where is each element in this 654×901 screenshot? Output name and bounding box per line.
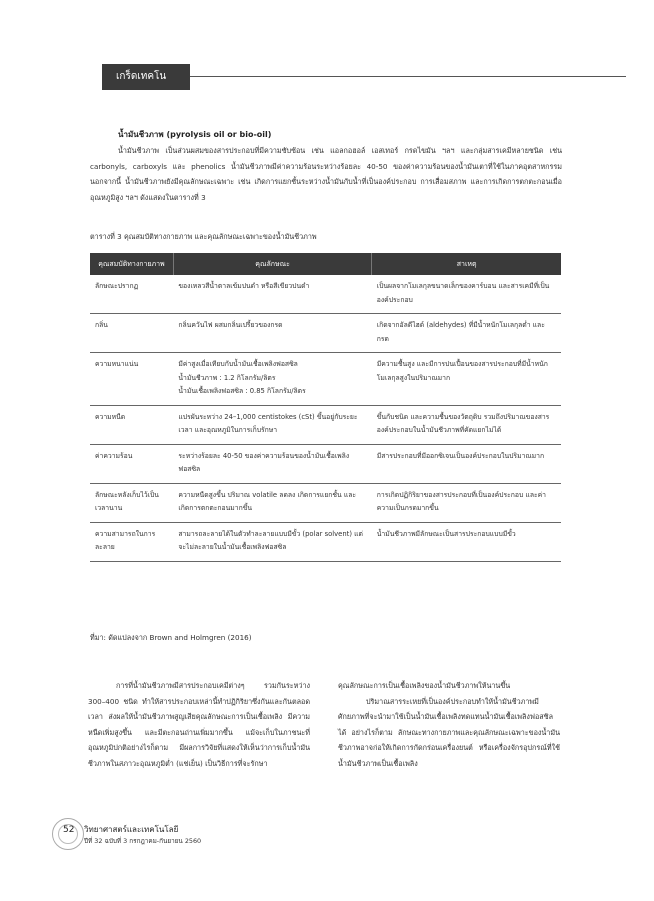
table-cell: ลักษณะปรากฏ xyxy=(90,275,173,314)
table-row xyxy=(90,275,561,314)
table-cell: ความหนืดสูงขึ้น ปริมาณ volatile ลดลง เกิดการแยกชั้น และเกิดการตกตะกอนมากขึ้น xyxy=(173,483,371,522)
section-tab-label: เกร็ดเทคโน xyxy=(116,71,167,82)
table-cell: สามารถละลายได้ในตัวทำละลายแบบมีขั้ว (polar solvent) แต่จะไม่ละลายในน้ำมันเชื้อเพลิงฟอสซิล xyxy=(173,522,371,561)
body-paragraph: ปริมาณสารระเหยที่เป็นองค์ประกอบทำให้น้ำมันชีวภาพมีศักยภาพที่จะนำมาใช้เป็นน้ำมันเชื้อเพลิงทดแทนน้ำมันเชื้อเพลิงฟอสซิลได้ อย่างไรก็ตาม ลักษณะทางกายภาพและคุณลักษณะเฉพาะของน้ำมันชีวภาพอาจก่อให้เกิดการกัดกร่อนเครื่องยนต์ หรือเครื่องจักรอุปกรณ์ที่ใช้น้ำมันชีวภาพเป็นเชื้อเพลิง xyxy=(338,696,560,768)
table-caption: ตารางที่ 3 คุณสมบัติทางกายภาพ และคุณลักษณะเฉพาะของน้ำมันชีวภาพ xyxy=(90,232,317,241)
table-row xyxy=(90,483,561,522)
header-divider xyxy=(190,76,626,77)
table-cell: ของเหลวสีน้ำตาลเข้มปนดำ หรือสีเขียวปนดำ xyxy=(173,275,371,314)
table-cell: เกิดจากอัลดีไฮด์ (aldehydes) ที่มีน้ำหนักโมเลกุลต่ำ และกรด xyxy=(372,314,561,353)
table-row xyxy=(90,522,561,561)
page-number: 52 xyxy=(63,825,75,835)
section-tab xyxy=(102,64,190,90)
table-cell: ลักษณะหลังเก็บไว้เป็นเวลานาน xyxy=(90,483,173,522)
properties-table xyxy=(90,253,561,562)
table-cell: ค่าความร้อน xyxy=(90,444,173,483)
table-cell: แปรผันระหว่าง 24–1,000 centistokes (cSt) ขึ้นอยู่กับระยะเวลา และอุณหภูมิในการเก็บรักษา xyxy=(173,405,371,444)
table-row xyxy=(90,314,561,353)
table-cell: มีความชื้นสูง และมีการปนเปื้อนของสารประกอบที่มีน้ำหนักโมเลกุลสูงในปริมาณมาก xyxy=(372,353,561,406)
table-cell: ความหนืด xyxy=(90,405,173,444)
table-source: ที่มา: ดัดแปลงจาก Brown and Holmgren (2016) xyxy=(90,633,252,642)
table-header-row xyxy=(90,253,561,275)
table-cell: กลิ่นควันไฟ ผสมกลิ่นเปรี้ยวของกรด xyxy=(173,314,371,353)
body-column-right xyxy=(338,678,560,771)
body-paragraph: คุณลักษณะการเป็นเชื้อเพลิงของน้ำมันชีวภาพให้นานขึ้น xyxy=(338,681,511,690)
table-cell: กลิ่น xyxy=(90,314,173,353)
table-cell: เป็นผลจากโมเลกุลขนาดเล็กของคาร์บอน และสารเคมีที่เป็นองค์ประกอบ xyxy=(372,275,561,314)
table-cell: ความหนาแน่น xyxy=(90,353,173,406)
table-row xyxy=(90,444,561,483)
body-column-left: การที่น้ำมันชีวภาพมีสารประกอบเคมีต่างๆ รวมกันระหว่าง 300–400 ชนิด ทำให้สารประกอบเหล่านี้ทำปฏิกิริยาซึ่งกันและกันตลอดเวลา ส่งผลให้น้ำมันชีวภาพสูญเสียคุณลักษณะการเป็นเชื้อเพลิง มีความหนืดเพิ่มสูงขึ้น และมีตะกอนถ่านเพิ่มมากขึ้น แม้จะเก็บในภาชนะที่อุณหภูมิปกติอย่างไรก็ตาม มีผลการวิจัยที่แสดงให้เห็นว่าการเก็บน้ำมันชีวภาพในสภาวะอุณหภูมิต่ำ (แช่เย็น) เป็นวิธีการที่จะรักษา xyxy=(88,681,310,768)
header-physical-property: คุณสมบัติทางกายภาพ xyxy=(90,253,173,275)
table-cell: ระหว่างร้อยละ 40-50 ของค่าความร้อนของน้ำมันเชื้อเพลิงฟอสซิล xyxy=(173,444,371,483)
table-row xyxy=(90,353,561,406)
table-cell: มีค่าสูงเมื่อเทียบกับน้ำมันเชื้อเพลิงฟอสซิล น้ำมันชีวภาพ : 1.2 กิโลกรัม/ลิตร น้ำมันเชื้อเพลิงฟอสซิล : 0.85 กิโลกรัม/ลิตร xyxy=(173,353,371,406)
table-cell: น้ำมันชีวภาพมีลักษณะเป็นสารประกอบแบบมีขั้ว xyxy=(372,522,561,561)
header-characteristic: คุณลักษณะ xyxy=(173,253,371,275)
header-cause: สาเหตุ xyxy=(372,253,561,275)
table-cell: ขึ้นกับชนิด และความชื้นของวัตถุดิบ รวมถึงปริมาณของสารองค์ประกอบในน้ำมันชีวภาพที่คัดแยกไม่ได้ xyxy=(372,405,561,444)
table-cell: การเกิดปฏิกิริยาของสารประกอบที่เป็นองค์ประกอบ และค่าความเป็นกรดมากขึ้น xyxy=(372,483,561,522)
journal-issue: ปีที่ 32 ฉบับที่ 3 กรกฎาคม-กันยายน 2560 xyxy=(84,837,202,845)
table-cell: ความสามารถในการละลาย xyxy=(90,522,173,561)
intro-paragraph: น้ำมันชีวภาพ เป็นส่วนผสมของสารประกอบที่มีความซับซ้อน เช่น แอลกอฮอล์ เอสเทอร์ กรดไขมัน ฯลฯ และกลุ่มสารเคมีหลายชนิด เช่น carbonyls, carboxyls และ phenolics น้ำมันชีวภาพมีค่าความร้อนระหว่างร้อยละ 40-50 ของค่าความร้อนของน้ำมันเตาที่ใช้ในภาคอุตสาหกรรม นอกจากนี้ น้ำมันชีวภาพยังมีคุณลักษณะเฉพาะ เช่น เกิดการแยกชั้นระหว่างน้ำมันกับน้ำที่เป็นองค์ประกอบ การเสื่อมสภาพ และการเกิดการตกตะกอนเมื่ออุณหภูมิสูง ฯลฯ ดังแสดงในตารางที่ 3 xyxy=(90,146,562,202)
table-cell: มีสารประกอบที่มีออกซิเจนเป็นองค์ประกอบในปริมาณมาก xyxy=(372,444,561,483)
section-title: น้ำมันชีวภาพ (pyrolysis oil or bio-oil) xyxy=(118,130,272,139)
table-row xyxy=(90,405,561,444)
journal-title: วิทยาศาสตร์และเทคโนโลยี xyxy=(84,825,179,834)
